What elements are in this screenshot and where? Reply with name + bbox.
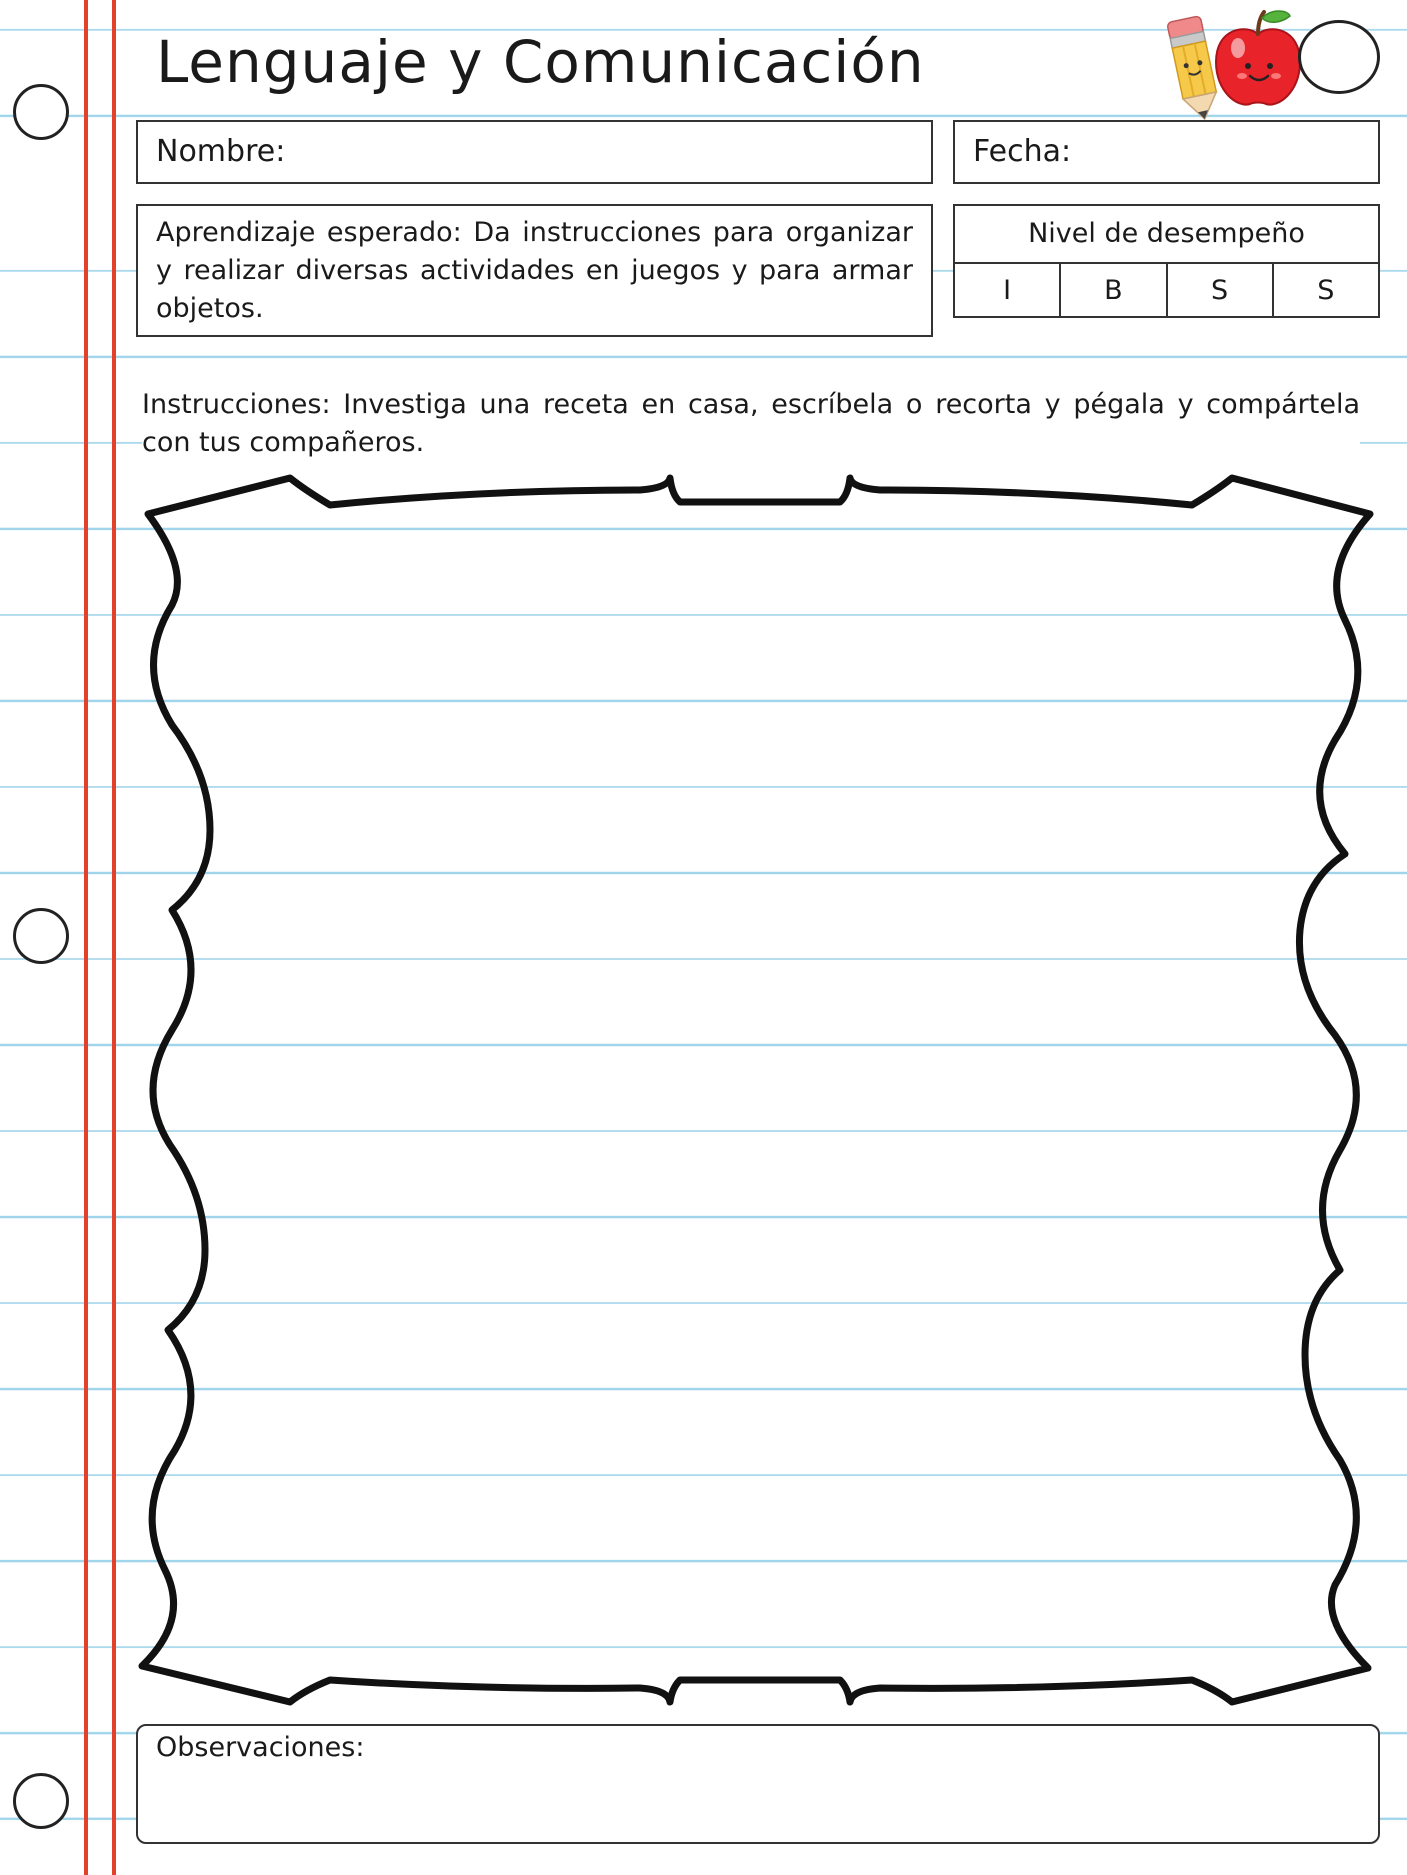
instrucciones-text: Instrucciones: Investiga una receta en casa, escríbela o recorta y pégala y compártela con tus compañeros. xyxy=(142,386,1360,462)
observaciones-box[interactable] xyxy=(136,1724,1380,1844)
observaciones-label: Observaciones: xyxy=(156,1732,365,1763)
nivel-cell-b[interactable]: B xyxy=(1061,264,1167,316)
nivel-desempeno-title: Nivel de desempeño xyxy=(955,206,1378,264)
nivel-cell-s2[interactable]: S xyxy=(1317,275,1335,306)
recipe-frame-border xyxy=(142,478,1370,1702)
nivel-cell-s1[interactable]: S xyxy=(1168,264,1274,316)
nombre-label: Nombre: xyxy=(156,134,286,169)
page-title: Lenguaje y Comunicación xyxy=(156,28,925,96)
fecha-label: Fecha: xyxy=(973,134,1072,169)
nivel-cell-i[interactable]: I xyxy=(955,264,1061,316)
aprendizaje-text: Aprendizaje esperado: Da instrucciones para organizar y realizar diversas actividades en juegos y para armar objetos. xyxy=(156,217,913,324)
